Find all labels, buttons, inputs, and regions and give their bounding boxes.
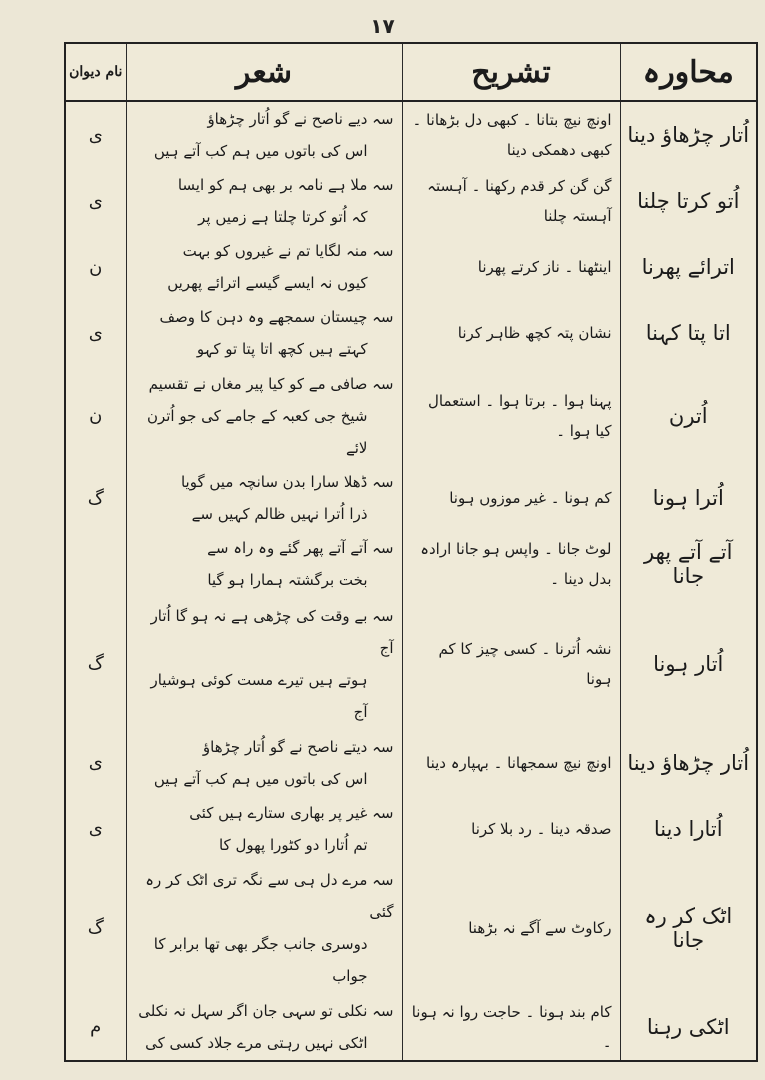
idiom-cell: آتے آتے پھر جانا bbox=[620, 531, 756, 597]
idiom-cell: اُتار چڑھاؤ دینا bbox=[620, 730, 756, 796]
idiom-cell: اتا پتا کہنا bbox=[620, 300, 756, 366]
poet-cell: ی bbox=[88, 818, 103, 840]
poet-cell: ن bbox=[89, 405, 103, 427]
poet-cell: م bbox=[90, 1016, 102, 1038]
table-row bbox=[66, 366, 756, 465]
explanation-cell: اونچ نیچ سمجھانا ۔ بہپارہ دینا bbox=[402, 730, 620, 796]
idiom-cell: اُتارا دینا bbox=[620, 796, 756, 862]
poet-cell: گ bbox=[87, 653, 104, 675]
poet-cell: گ bbox=[87, 487, 104, 509]
idiom-cell: اُتار ہونا bbox=[620, 598, 756, 730]
table-row bbox=[66, 465, 756, 531]
verse-cell bbox=[126, 168, 402, 234]
idioms-table bbox=[64, 42, 758, 1062]
verse-line-2: کہ اُتو کرتا چلتا ہے زمیں پر bbox=[198, 208, 368, 227]
table-row bbox=[66, 994, 756, 1060]
verse-cell bbox=[126, 994, 402, 1060]
table-row bbox=[66, 531, 756, 597]
idiom-cell: اُتار چڑھاؤ دینا bbox=[620, 101, 756, 168]
header-idiom: محاورہ bbox=[620, 44, 756, 101]
verse-line-2: کیوں نہ ایسے گیسے اترائے پھریں bbox=[167, 274, 368, 293]
idiom-cell: اٹک کر رہ جانا bbox=[620, 862, 756, 994]
explanation-cell: رکاوٹ سے آگے نہ بڑھنا bbox=[402, 862, 620, 994]
poet-cell: ی bbox=[88, 322, 103, 344]
header-explanation: تشریح bbox=[402, 44, 620, 101]
idiom-cell: اُترن bbox=[620, 366, 756, 465]
verse-line-2: اس کی باتوں میں ہم کب آتے ہیں bbox=[153, 142, 368, 161]
verse-line-1: سہ نکلی تو سہی جان اگر سہل نہ نکلی bbox=[138, 1001, 394, 1020]
idiom-cell: اُترا ہونا bbox=[620, 465, 756, 531]
verse-cell bbox=[126, 862, 402, 994]
verse-line-1: سہ صافی مے کو کیا پیر مغاں نے تقسیم bbox=[148, 374, 394, 393]
verse-line-2: ہوتے ہیں تیرے مست کوئی ہوشیار آج bbox=[150, 670, 368, 721]
idiom-cell: اُتو کرتا چلنا bbox=[620, 168, 756, 234]
poet-cell: ی bbox=[88, 124, 103, 146]
table-row bbox=[66, 862, 756, 994]
page-number: ١٧ bbox=[370, 14, 395, 38]
verse-cell bbox=[126, 796, 402, 862]
verse-line-1: سہ چیستان سمجھے وہ دہن کا وصف bbox=[159, 308, 394, 327]
verse-line-2: بخت برگشتہ ہمارا ہو گیا bbox=[207, 571, 368, 590]
verse-cell bbox=[126, 300, 402, 366]
explanation-cell: کم ہونا ۔ غیر موزوں ہونا bbox=[402, 465, 620, 531]
verse-line-2: اٹکی نہیں رہتی مرے جلاد کسی کی bbox=[145, 1033, 368, 1052]
table-row bbox=[66, 730, 756, 796]
verse-line-2: اس کی باتوں میں ہم کب آتے ہیں bbox=[153, 769, 368, 788]
verse-cell bbox=[126, 598, 402, 730]
explanation-cell: اینٹھنا ۔ ناز کرتے پھرنا bbox=[402, 234, 620, 300]
verse-cell bbox=[126, 465, 402, 531]
table-body bbox=[66, 101, 756, 1060]
table-row bbox=[66, 234, 756, 300]
table-row bbox=[66, 598, 756, 730]
verse-cell bbox=[126, 234, 402, 300]
verse-line-2: ذرا اُترا نہیں ظالم کہیں سے bbox=[191, 505, 368, 524]
table-header bbox=[66, 44, 756, 101]
table-row bbox=[66, 168, 756, 234]
verse-line-2: تم اُتارا دو کٹورا پھول کا bbox=[218, 835, 368, 854]
header-verse: شعر bbox=[126, 44, 402, 101]
verse-line-1: سہ آتے آتے پھر گئے وہ راہ سے bbox=[207, 539, 394, 558]
verse-line-1: سہ مرے دل ہی سے نگہ تری اٹک کر رہ گئی bbox=[145, 870, 394, 921]
table-row bbox=[66, 101, 756, 168]
explanation-cell: صدقہ دینا ۔ رد بلا کرنا bbox=[402, 796, 620, 862]
verse-cell bbox=[126, 101, 402, 168]
verse-line-1: سہ ملا ہے نامہ بر بھی ہم کو ایسا bbox=[177, 176, 394, 195]
poet-cell: گ bbox=[87, 917, 104, 939]
explanation-cell: گن گن کر قدم رکھنا ۔ آہستہ آہستہ چلنا bbox=[402, 168, 620, 234]
explanation-cell: اونچ نیچ بتانا ۔ کبھی دل بڑھانا ۔ کبھی دھمکی دینا bbox=[402, 101, 620, 168]
explanation-cell: نشان پتہ کچھ ظاہر کرنا bbox=[402, 300, 620, 366]
header-poet: نام دیوان bbox=[66, 44, 126, 101]
explanation-cell: کام بند ہونا ۔ حاجت روا نہ ہونا ۔ bbox=[402, 994, 620, 1060]
table-row bbox=[66, 796, 756, 862]
explanation-cell: نشہ اُترنا ۔ کسی چیز کا کم ہونا bbox=[402, 598, 620, 730]
verse-line-2: شیخ جی کعبہ کے جامے کی جو اُترن لائے bbox=[146, 406, 368, 457]
verse-cell bbox=[126, 730, 402, 796]
poet-cell: ن bbox=[89, 256, 103, 278]
verse-line-1: سہ منہ لگایا تم نے غیروں کو بہت bbox=[182, 242, 394, 261]
verse-line-1: سہ دیے ناصح نے گو اُتار چڑھاؤ bbox=[207, 110, 394, 129]
poet-cell: ی bbox=[88, 752, 103, 774]
verse-line-1: سہ غیر پر بھاری ستارے ہیں کئی bbox=[189, 803, 394, 822]
verse-line-2: کہتے ہیں کچھ اتا پتا تو کہو bbox=[196, 340, 368, 359]
table-row bbox=[66, 300, 756, 366]
explanation-cell: لوٹ جانا ۔ واپس ہو جانا ارادہ بدل دینا ۔ bbox=[402, 531, 620, 597]
idiom-cell: اٹکی رہنا bbox=[620, 994, 756, 1060]
verse-line-2: دوسری جانب جگر بھی تھا برابر کا جواب bbox=[153, 934, 368, 985]
verse-line-1: سہ دیتے ناصح نے گو اُتار چڑھاؤ bbox=[202, 737, 394, 756]
idiom-cell: اترائے پھرنا bbox=[620, 234, 756, 300]
verse-cell bbox=[126, 531, 402, 597]
explanation-cell: پہنا ہوا ۔ برتا ہوا ۔ استعمال کیا ہوا ۔ bbox=[402, 366, 620, 465]
poet-cell: ی bbox=[88, 190, 103, 212]
verse-line-1: سہ ڈھلا سارا بدن سانچہ میں گویا bbox=[180, 473, 394, 492]
verse-line-1: سہ بے وقت کی چڑھی ہے نہ ہو گا اُتار آج bbox=[150, 606, 394, 657]
verse-cell bbox=[126, 366, 402, 465]
poet-cell bbox=[66, 531, 126, 597]
table bbox=[66, 44, 756, 1060]
